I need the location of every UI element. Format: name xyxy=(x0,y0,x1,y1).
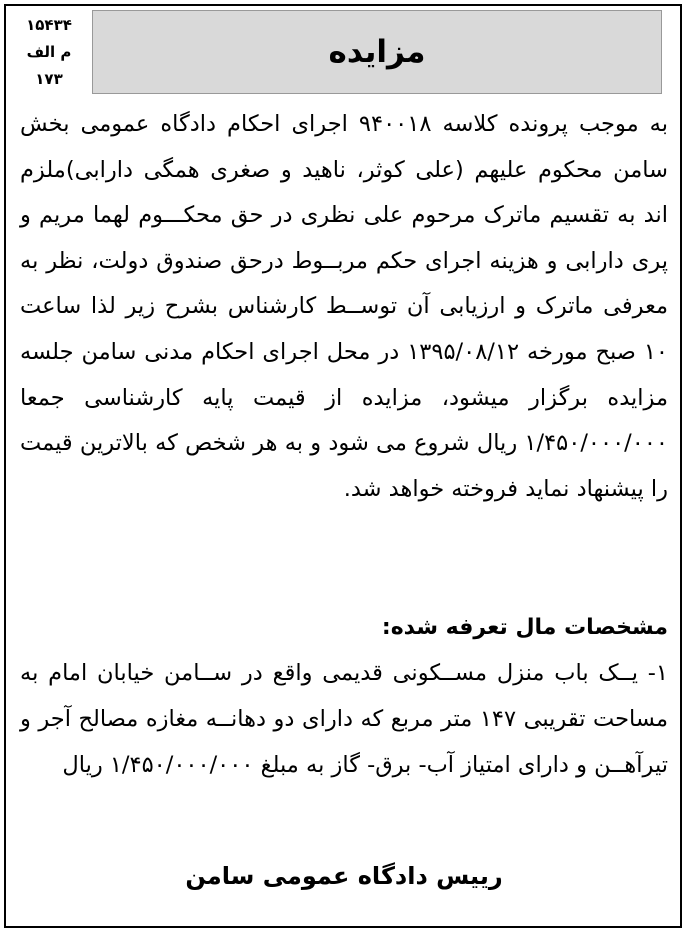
notice-body: به موجب پرونده کلاسه ۹۴۰۰۱۸ اجرای احکام دادگاه عمومی بخش سامن محکوم علیهم (علی کوثر، ناهید و صغری همگی دارابی)ملزم اند به تقسیم ماترک مرحوم علی نظری در حق محکـــوم لهما مریم و پری دارابی و هزینه اجرای حکم مربــوط درحق صندوق دولت، نظر به معرفی ماترک و ارزیابی آن توســط کارشناس بشرح زیر لذا ساعت ۱۰ صبح مورخه ۱۳۹۵/۰۸/۱۲ در محل اجرای احکام مدنی سامن جلسه مزایده برگزار میشود، مزایده از قیمت پایه کارشناسی جمعا ۱/۴۵۰/۰۰۰/۰۰۰ ریال شروع می شود و به هر شخص که بالاترین قیمت را پیشنهاد نماید فروخته خواهد شد. xyxy=(20,111,668,502)
notice-number: ۱۵۴۳۴ xyxy=(26,16,72,34)
notice-prefix: م الف xyxy=(26,43,72,61)
title-banner xyxy=(92,10,662,94)
court-signature: رییس دادگاه عمومی سامن xyxy=(185,862,503,890)
specs-heading: مشخصات مال تعرفه شده: xyxy=(381,615,668,640)
notice-serial: ۱۷۳ xyxy=(35,70,63,88)
spec-item-1: ۱- یــک باب منزل مســکونی قدیمی واقع در ســامن خیابان امام به مساحت تقریبی ۱۴۷ متر مربع که دارای دو دهانــه مغازه مصالح آجر و تیرآهــن و دارای امتیاز آب- برق- گاز به مبلغ ۱/۴۵۰/۰۰۰/۰۰۰ ریال xyxy=(20,660,668,778)
notice-code-box xyxy=(14,12,84,100)
notice-title: مزایده xyxy=(328,34,426,70)
notice-frame xyxy=(4,4,682,928)
